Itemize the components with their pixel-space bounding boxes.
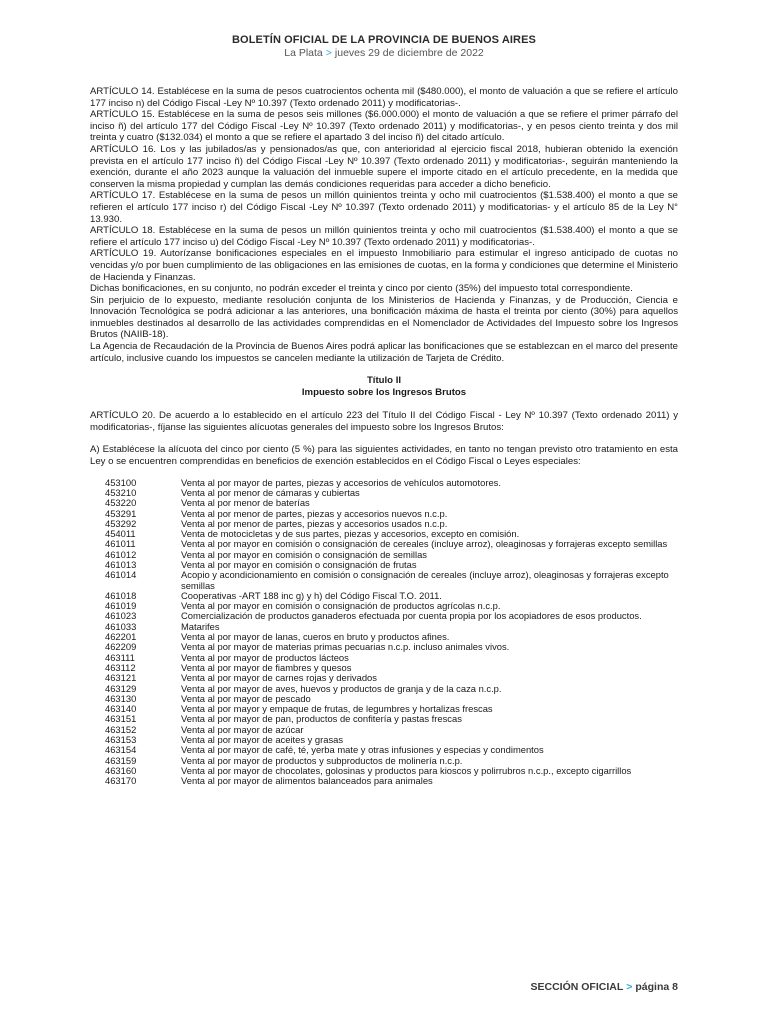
footer-separator: > — [626, 981, 633, 993]
activity-description: Venta al por mayor de productos lácteos — [181, 651, 349, 663]
title-number: Título II — [366, 375, 402, 387]
activity-description: Comercialización de productos ganaderos efectuada por cuenta propia por los acopiadores de esos productos. — [181, 610, 642, 622]
activity-description: Venta al por mayor de azúcar — [181, 723, 304, 735]
activity-code: 463159 — [105, 754, 137, 766]
activity-code: 454011 — [105, 528, 136, 540]
article-paragraph: Sin perjuicio de lo expuesto, mediante resolución conjunta de los Ministerios de Hacienda y Finanzas, y de Producción, Ciencia e Innovación Tecnológica se podrá adicionar a las anteriores, una bonificación máxima de hasta el treinta por ciento (30%) para aquellos inmuebles destinados al desarrollo de las actividades comprendidas en el Nomenclador de Actividades del Impuesto sobre los Ingresos Brutos (NAIIB-18). — [90, 294, 678, 341]
activity-description: Venta al por menor de baterías — [181, 497, 310, 509]
activity-code: 462201 — [105, 631, 137, 643]
activity-description: Venta al por mayor en comisión o consignación de semillas — [181, 548, 427, 560]
page-header — [0, 34, 768, 60]
activity-code: 461033 — [105, 620, 137, 632]
article-paragraph: ARTÍCULO 15. Establécese en la suma de pesos seis millones ($6.000.000) el monto de valuación a que se refiere el primer párrafo del inciso ñ) del artículo 177 del Código Fiscal -Ley Nº 10.397 (Texto ordenado 2011) y modificatorias-, y en pesos ciento treinta y dos mil treinta y cuatro ($132.034) el monto a que se refiere el apartado 3 del inciso ñ) del citado artículo. — [90, 109, 678, 144]
activity-code: 453220 — [105, 497, 137, 509]
article-paragraph: ARTÍCULO 14. Establécese en la suma de pesos cuatrocientos ochenta mil ($480.000), el monto de valuación a que se refiere el artículo 177 inciso n) del Código Fiscal -Ley Nº 10.397 (Texto ordenado 2011) y modificatorias-. — [90, 86, 678, 109]
article-paragraph: ARTÍCULO 17. Establécese en la suma de pesos un millón quinientos treinta y ocho mil cuatrocientos ($1.538.400) el monto a que se refieren el artículo 177 inciso r) del Código Fiscal -Ley Nº 10.397 (Texto ordenado 2011) y modificatorias- y el artículo 85 de la Ley N° 13.930. — [90, 190, 678, 225]
activity-code: 463140 — [105, 703, 137, 715]
activity-description: Venta al por mayor de partes, piezas y accesorios de vehículos automotores. — [181, 476, 501, 488]
activity-code: 461023 — [105, 610, 137, 622]
bulletin-dateline — [0, 47, 768, 60]
activity-code: 463111 — [105, 651, 135, 663]
activity-description: Cooperativas -ART 188 inc g) y h) del Código Fiscal T.O. 2011. — [181, 589, 442, 601]
article-paragraph: ARTÍCULO 16. Los y las jubilados/as y pensionados/as que, con anterioridad al ejercicio fiscal 2018, hubieran obtenido la exención prevista en el artículo 177 inciso ñ) del Código Fiscal -Ley Nº 10.397 (Texto ordenado 2011) y modificatorias-, seguirán manteniendo la exención, durante el año 2023 aunque la valuación del inmueble supere el importe citado en el artículo precedente, en la medida que conserven la misma propiedad y cumplan las demás condiciones requeridas para acceder a dicho beneficio. — [90, 143, 678, 190]
activity-description: Venta al por mayor de productos y subproductos de molinería n.c.p. — [181, 754, 463, 766]
activity-code: 463129 — [105, 682, 137, 694]
activity-description: Venta al por mayor de pan, productos de confitería y pastas frescas — [181, 713, 462, 725]
activity-code: 461019 — [105, 600, 137, 612]
activity-description: Venta al por menor de partes, piezas y accesorios usados n.c.p. — [181, 517, 448, 529]
activity-description: Venta al por mayor de alimentos balanceados para animales — [181, 775, 433, 787]
page-footer — [530, 981, 678, 993]
activity-code: 463151 — [105, 713, 137, 725]
activity-description: Venta al por mayor en comisión o consignación de frutas — [181, 559, 417, 570]
date: jueves 29 de diciembre de 2022 — [334, 47, 484, 59]
separator-arrow: > — [325, 47, 332, 59]
activity-description: Venta al por mayor de aceites y grasas — [181, 734, 344, 746]
activity-description: Venta al por menor de cámaras y cubiertas — [181, 486, 360, 498]
article-paragraph: Dichas bonificaciones, en su conjunto, no podrán exceder el treinta y cinco por ciento (35%) del impuesto total correspondiente. — [90, 283, 633, 295]
activity-description: Venta al por mayor en comisión o consignación de productos agrícolas n.c.p. — [181, 600, 501, 612]
activity-code: 463170 — [105, 775, 137, 787]
activity-description: Venta al por mayor de café, té, yerba mate y otras infusiones y especias y condimentos — [181, 744, 544, 756]
activity-code: 463121 — [105, 672, 137, 684]
activity-description: Venta al por mayor en comisión o consignación de cereales (incluye arroz), oleaginosas y forrajeras excepto semillas — [181, 538, 668, 550]
activity-description: Matarifes — [181, 620, 220, 632]
activity-description: Venta de motocicletas y de sus partes, piezas y accesorios, excepto en comisión. — [181, 528, 520, 540]
activity-code: 463152 — [105, 723, 137, 735]
activity-code: 463112 — [105, 661, 136, 673]
activity-code: 463153 — [105, 734, 137, 746]
activity-description: Venta al por menor de partes, piezas y accesorios nuevos n.c.p. — [181, 507, 448, 519]
article-paragraph: ARTÍCULO 18. Establécese en la suma de pesos un millón quinientos treinta y ocho mil cuatrocientos ($1.538.400) el monto a que se refiere el artículo 177 inciso u) del Código Fiscal -Ley Nº 10.397 (Texto ordenado 2011) y modificatorias-. — [90, 225, 678, 248]
activity-code: 461011 — [105, 538, 136, 550]
section-a: A) Establécese la alícuota del cinco por ciento (5 %) para las siguientes actividades, en tanto no tengan previsto otro tratamiento en esta Ley o se encuentren comprendidas en beneficios de exención establecidos en el Código Fiscal o Leyes especiales: — [90, 444, 678, 468]
activity-description: Venta al por mayor y empaque de frutas, de legumbres y hortalizas frescas — [181, 703, 493, 715]
activity-description: Venta al por mayor de chocolates, golosinas y productos para kioscos y polirrubros n.c.p., excepto cigarrillos — [181, 764, 632, 776]
bulletin-title: BOLETÍN OFICIAL DE LA PROVINCIA DE BUENOS AIRES — [232, 34, 536, 46]
activity-code: 463160 — [105, 764, 137, 776]
articles-section — [90, 86, 678, 364]
document-body — [90, 86, 678, 787]
activity-row — [105, 776, 678, 786]
article-paragraph: La Agencia de Recaudación de la Provincia de Buenos Aires podrá aplicar las bonificaciones que se establezcan en el marco del presente artículo, inclusive cuando los impuestos se cancelen mediante la utilización de Tarjeta de Crédito. — [90, 341, 678, 364]
activity-description: Venta al por mayor de aves, huevos y productos de granja y de la caza n.c.p. — [181, 682, 502, 694]
activity-code: 453292 — [105, 517, 137, 529]
activity-description: Venta al por mayor de materias primas pecuarias n.c.p. incluso animales vivos. — [181, 641, 510, 653]
activity-description: Venta al por mayor de pescado — [181, 692, 311, 704]
activity-code: 461014 — [105, 569, 137, 581]
activity-row — [105, 498, 678, 508]
activity-code: 463154 — [105, 744, 137, 756]
section-title — [90, 375, 678, 399]
activity-description: Venta al por mayor de carnes rojas y derivados — [181, 672, 377, 684]
activity-code: 462209 — [105, 641, 137, 653]
article-paragraph: ARTÍCULO 19. Autorízanse bonificaciones especiales en el impuesto Inmobiliario para estimular el ingreso anticipado de cuotas no vencidas y/o por buen cumplimiento de las obligaciones en las emisiones de cuotas, en la forma y condiciones que determine el Ministerio de Hacienda y Finanzas. — [90, 248, 678, 283]
activity-code: 463130 — [105, 692, 137, 704]
activity-code: 461013 — [105, 559, 137, 570]
activity-description: Venta al por mayor de fiambres y quesos — [181, 661, 352, 673]
activity-code-list — [105, 478, 678, 787]
page-number: página 8 — [635, 981, 678, 993]
activity-row — [105, 570, 678, 591]
footer-section: SECCIÓN OFICIAL — [530, 981, 624, 993]
activity-code: 453291 — [105, 507, 137, 519]
title-name: Impuesto sobre los Ingresos Brutos — [301, 387, 467, 399]
location: La Plata — [284, 47, 323, 59]
activity-code: 453210 — [105, 486, 137, 498]
article-20: ARTÍCULO 20. De acuerdo a lo establecido en el artículo 223 del Título II del Código Fiscal - Ley Nº 10.397 (Texto ordenado 2011) y modificatorias-, fíjanse las siguientes alícuotas generales del impuesto sobre los Ingresos Brutos: — [90, 410, 678, 433]
activity-code: 461018 — [105, 589, 137, 601]
activity-description: Venta al por mayor de lanas, cueros en bruto y productos afines. — [181, 631, 450, 643]
activity-description: Acopio y acondicionamiento en comisión o consignación de cereales (incluye arroz), oleaginosas y forrajeras excepto semillas — [181, 569, 669, 591]
activity-code: 453100 — [105, 476, 137, 488]
activity-code: 461012 — [105, 548, 137, 560]
